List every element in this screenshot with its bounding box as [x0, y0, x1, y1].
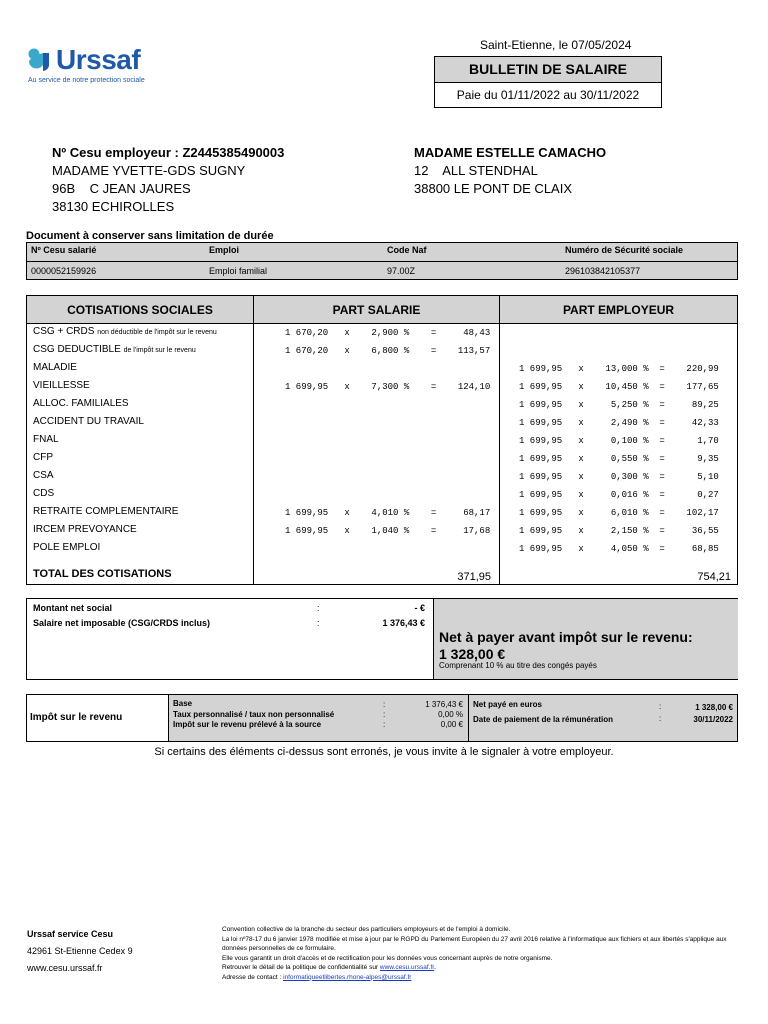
total-employeur: 754,21: [697, 571, 731, 583]
impot-taux-label: Taux personnalisé / taux non personnalisé: [173, 710, 335, 719]
employee-block: [414, 144, 606, 198]
net-paye-colon: :: [659, 702, 662, 711]
footer-legal: [222, 925, 742, 982]
cotisation-label: [33, 380, 90, 391]
cotisation-name: ALLOC. FAMILIALES: [33, 398, 129, 409]
footer-address: 42961 St-Etienne Cedex 9: [27, 946, 133, 956]
net-paye-value: 1 328,00 €: [695, 703, 733, 712]
contact-email-link[interactable]: informatiqueetlibertes.rhone-alpes@urssaf.fr: [283, 973, 412, 981]
place-date: Saint-Etienne, le 07/05/2024: [480, 38, 632, 52]
pay-period: Paie du 01/11/2022 au 30/11/2022: [456, 88, 640, 102]
cotisation-note: de l'impôt sur le revenu: [123, 347, 196, 354]
cotisation-label: [33, 542, 100, 553]
cotisation-name: ACCIDENT DU TRAVAIL: [33, 416, 144, 427]
net-social-label: Montant net social: [33, 603, 113, 613]
employee-info-box: [26, 242, 738, 280]
net-summary-box: [26, 598, 738, 680]
net-imposable-value: 1 376,43 €: [382, 618, 425, 628]
date-paiement-colon: :: [659, 714, 662, 723]
employee-name: MADAME ESTELLE CAMACHO: [414, 145, 607, 160]
part-employeur-calc: 1 699,95 x 2,150 % = 36,55: [519, 526, 719, 536]
net-a-payer-label: Net à payer avant impôt sur le revenu:: [439, 629, 693, 645]
employer-block: [52, 144, 284, 216]
impot-taux-value: 0,00 %: [438, 710, 463, 719]
cotisation-name: VIEILLESSE: [33, 380, 90, 391]
cotisation-name: CSG + CRDS: [33, 326, 95, 337]
net-imposable-colon: :: [317, 618, 320, 628]
conges-payes-note: Comprenant 10 % au titre des congés payés: [439, 661, 597, 670]
footer-legal-3: Elle vous garantit un droit d'accès et de rectification pour les données vous concernant auprès de notre organisme.: [222, 954, 553, 962]
part-employeur-calc: 1 699,95 x 0,300 % = 5,10: [519, 472, 719, 482]
impot-taux-colon: :: [383, 710, 386, 719]
info-value-ssn: 296103842105377: [565, 266, 641, 276]
part-employeur-calc: 1 699,95 x 0,016 % = 0,27: [519, 490, 719, 500]
impot-base-label: Base: [173, 699, 193, 708]
part-salarie-calc: 1 670,20 x 2,900 % = 48,43: [285, 328, 491, 338]
cotisation-name: FNAL: [33, 434, 59, 445]
cotisation-label: [33, 524, 137, 535]
net-social-value: - €: [414, 603, 425, 613]
net-social-colon: :: [317, 603, 320, 613]
impot-preleve-colon: :: [383, 720, 386, 729]
cotisation-label: [33, 488, 54, 499]
impot-box: [26, 694, 738, 742]
part-salarie-calc: 1 699,95 x 4,010 % = 68,17: [285, 508, 491, 518]
employer-address-1: 96B C JEAN JAURES: [52, 181, 191, 196]
header-part-salarie: PART SALARIE: [254, 296, 499, 324]
urssaf-brand-name: Urssaf: [56, 44, 141, 75]
part-salarie-calc: 1 670,20 x 6,800 % = 113,57: [285, 346, 491, 356]
privacy-link[interactable]: www.cesu.urssaf.fr: [379, 964, 435, 971]
part-salarie-calc: 1 699,95 x 7,300 % = 124,10: [285, 382, 491, 392]
cotisation-label: [33, 434, 59, 445]
document-keep-note: Document à conserver sans limitation de durée: [26, 230, 274, 242]
footer-web: www.cesu.urssaf.fr: [27, 963, 103, 973]
bulletin-header-box: [434, 56, 662, 108]
impot-payment: [469, 695, 737, 741]
cotisation-note: non déductible de l'impôt sur le revenu: [97, 329, 217, 336]
cotisation-label: [33, 452, 53, 463]
employer-address-2: 38130 ECHIROLLES: [52, 199, 175, 214]
info-value-emploi: Emploi familial: [209, 266, 268, 276]
footer-legal-4-suffix: .: [434, 964, 436, 971]
header-cotisations: COTISATIONS SOCIALES: [27, 296, 253, 324]
date-paiement-value: 30/11/2022: [693, 715, 733, 724]
cotisation-label: [33, 470, 54, 481]
cotisation-name: CFP: [33, 452, 53, 463]
impot-base-colon: :: [383, 700, 386, 709]
part-employeur-calc: 1 699,95 x 13,000 % = 220,99: [519, 364, 719, 374]
impot-title: Impôt sur le revenu: [27, 695, 169, 741]
impot-preleve-label: Impôt sur le revenu prélevé à la source: [173, 720, 322, 729]
footer-legal-5-prefix: Adresse de contact :: [222, 973, 284, 981]
footer-contact: [27, 926, 133, 977]
employer-cesu-number: Nº Cesu employeur : Z2445385490003: [52, 145, 285, 160]
net-a-payer-panel: [433, 599, 738, 679]
date-paiement-label: Date de paiement de la rémunération: [473, 715, 614, 724]
employer-name: MADAME YVETTE-GDS SUGNY: [52, 163, 246, 178]
info-header-cesu: Nº Cesu salarié: [31, 245, 97, 255]
net-paye-label: Net payé en euros: [473, 700, 542, 709]
cotisation-label: [33, 362, 77, 373]
info-header-naf: Code Naf: [387, 245, 427, 255]
employee-address-1: 12 ALL STENDHAL: [414, 163, 538, 178]
info-value-cesu: 0000052159926: [31, 266, 97, 276]
net-imposable-label: Salaire net imposable (CSG/CRDS inclus): [33, 618, 211, 628]
cotisation-name: CSA: [33, 470, 54, 481]
footer-legal-5: [222, 973, 742, 983]
net-a-payer: [439, 629, 693, 663]
part-employeur-calc: 1 699,95 x 2,490 % = 42,33: [519, 418, 719, 428]
info-value-naf: 97.00Z: [387, 266, 416, 276]
cotisation-label: [33, 398, 129, 409]
employee-address-2: 38800 LE PONT DE CLAIX: [414, 181, 573, 196]
part-employeur-calc: 1 699,95 x 0,100 % = 1,70: [519, 436, 719, 446]
impot-details: [169, 695, 469, 741]
cotisation-label: [33, 326, 217, 337]
cotisation-name: IRCEM PREVOYANCE: [33, 524, 137, 535]
part-employeur-calc: 1 699,95 x 4,050 % = 68,85: [519, 544, 719, 554]
impot-preleve-value: 0,00 €: [440, 720, 463, 729]
part-employeur-calc: 1 699,95 x 6,010 % = 102,17: [519, 508, 719, 518]
part-employeur-calc: 1 699,95 x 0,550 % = 9,35: [519, 454, 719, 464]
footer-legal-1: Convention collective de la branche du secteur des particuliers employeurs et de l'emploi à domicile.: [222, 926, 511, 933]
footer-legal-2: La loi nº78-17 du 6 janvier 1978 modifiée et mise à jour par le RGPD du Parlement Européen du 27 avril 2016 relative à l'informatique aux fichiers et aux libertés s'applique aux données personnelles de ce formulaire.: [222, 935, 727, 952]
cotisation-name: CDS: [33, 488, 55, 499]
cotisation-label: [33, 506, 178, 517]
urssaf-logo-icon: [27, 47, 57, 73]
cotisation-name: MALADIE: [33, 362, 77, 373]
bulletin-title: BULLETIN DE SALAIRE: [435, 57, 661, 83]
total-label: TOTAL DES COTISATIONS: [33, 568, 172, 580]
total-salarie: 371,95: [457, 571, 491, 583]
info-header-emploi: Emploi: [209, 245, 240, 255]
header-part-employeur: PART EMPLOYEUR: [500, 296, 737, 324]
cotisation-name: CSG DEDUCTIBLE: [33, 344, 121, 355]
impot-base-value: 1 376,43 €: [425, 700, 463, 709]
urssaf-tagline: Au service de notre protection sociale: [28, 77, 145, 84]
cotisation-label: [33, 416, 144, 427]
footer-legal-4-prefix: Retrouver le détail de la politique de confidentialité sur: [222, 964, 380, 971]
cotisations-table: [26, 295, 738, 585]
footer-legal-4: [222, 963, 742, 973]
part-salarie-calc: 1 699,95 x 1,040 % = 17,68: [285, 526, 491, 536]
cotisation-name: RETRAITE COMPLEMENTAIRE: [33, 506, 179, 517]
part-employeur-calc: 1 699,95 x 10,450 % = 177,65: [519, 382, 719, 392]
errors-note: Si certains des éléments ci-dessus sont erronés, je vous invite à le signaler à votre employeur.: [154, 746, 614, 758]
footer-org: Urssaf service Cesu: [27, 929, 114, 939]
cotisation-name: POLE EMPLOI: [33, 542, 101, 553]
info-header-ssn: Numéro de Sécurité sociale: [565, 245, 684, 255]
part-employeur-calc: 1 699,95 x 5,250 % = 89,25: [519, 400, 719, 410]
cotisation-label: [33, 344, 196, 355]
net-a-payer-value: 1 328,00 €: [439, 646, 506, 662]
